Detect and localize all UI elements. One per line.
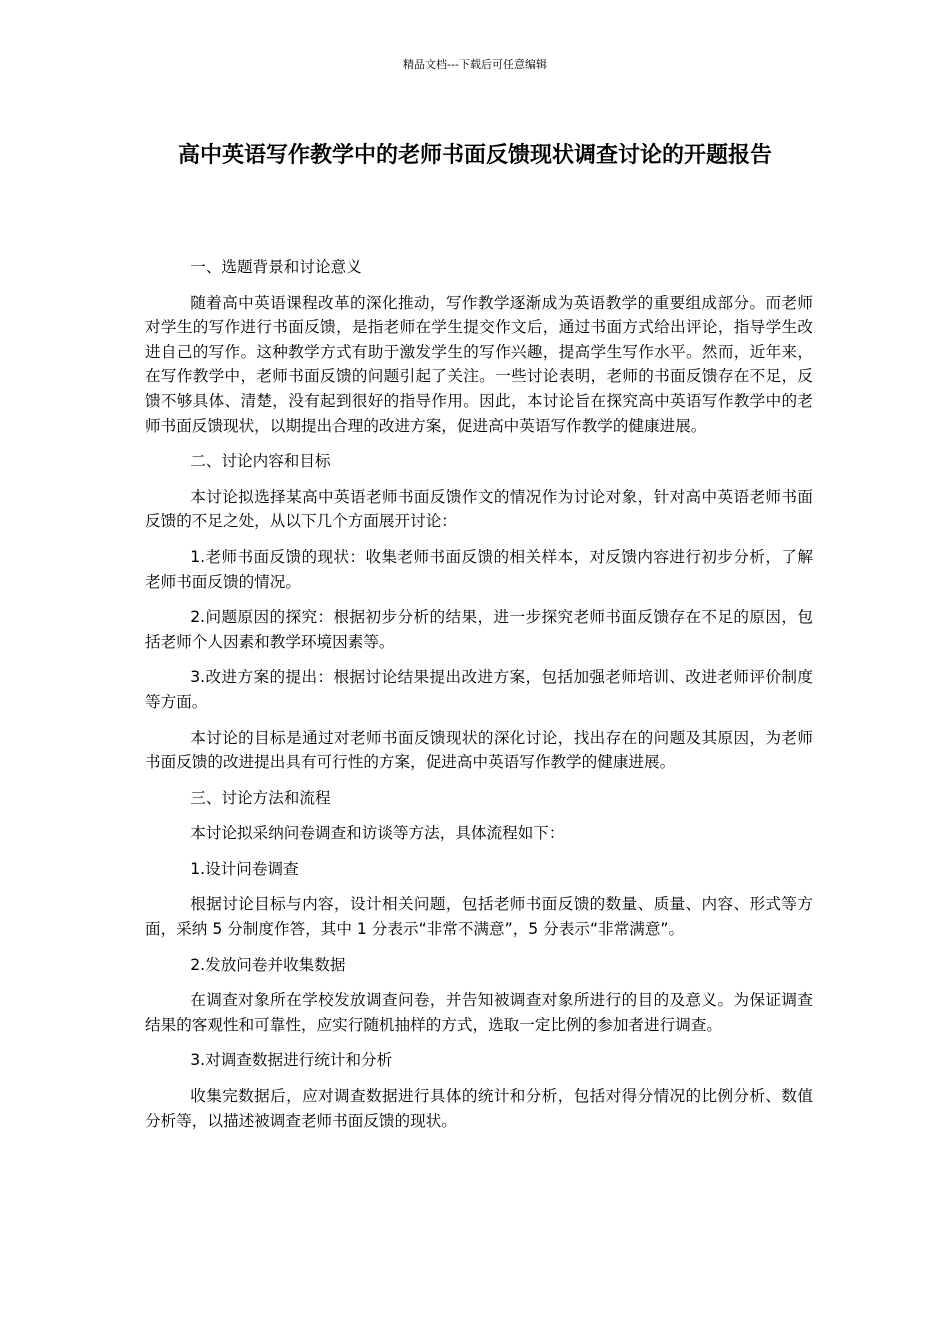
- page-header-note: 精品文档---下载后可任意编辑: [403, 58, 547, 71]
- step-heading: 3.对调查数据进行统计和分析: [190, 1051, 393, 1070]
- body-paragraph: 本讨论的目标是通过对老师书面反馈现状的深化讨论，找出存在的问题及其原因，为老师书面反馈的改进提出具有可行性的方案，促进高中英语写作教学的健康进展。: [145, 728, 813, 772]
- section-heading: 二、讨论内容和目标: [190, 452, 331, 471]
- body-paragraph: 根据讨论目标与内容，设计相关问题，包括老师书面反馈的数量、质量、内容、形式等方面，采纳 5 分制度作答，其中 1 分表示“非常不满意”，5 分表示“非常满意”。: [145, 895, 813, 939]
- section-heading: 一、选题背景和讨论意义: [190, 258, 362, 276]
- step-heading: 1.设计问卷调查: [190, 859, 299, 878]
- body-paragraph: 收集完数据后，应对调查数据进行具体的统计和分析，包括对得分情况的比例分析、数值分析等，以描述被调查老师书面反馈的现状。: [145, 1087, 813, 1130]
- list-item: 2.问题原因的探究：根据初步分析的结果，进一步探究老师书面反馈存在不足的原因，包括老师个人因素和教学环境因素等。: [145, 608, 813, 651]
- list-item: 1.老师书面反馈的现状：收集老师书面反馈的相关样本，对反馈内容进行初步分析，了解老师书面反馈的情况。: [145, 547, 813, 591]
- list-item: 3.改进方案的提出：根据讨论结果提出改进方案，包括加强老师培训、改进老师评价制度等方面。: [145, 668, 813, 711]
- step-heading: 2.发放问卷并收集数据: [190, 955, 346, 974]
- document-body: [145, 255, 813, 1144]
- body-paragraph: 在调查对象所在学校发放调查问卷，并告知被调查对象所进行的目的及意义。为保证调查结果的客观性和可靠性，应实行随机抽样的方式，选取一定比例的参加者进行调查。: [145, 991, 813, 1034]
- body-paragraph: 随着高中英语课程改革的深化推动，写作教学逐渐成为英语教学的重要组成部分。而老师对学生的写作进行书面反馈，是指老师在学生提交作文后，通过书面方式给出评论，指导学生改进自己的写作。这种教学方式有助于激发学生的写作兴趣，提高学生写作水平。然而，近年来，在写作教学中，老师书面反馈的问题引起了关注。一些讨论表明，老师的书面反馈存在不足，反馈不够具体、清楚，没有起到很好的指导作用。因此，本讨论旨在探究高中英语写作教学中的老师书面反馈现状，以期提出合理的改进方案，促进高中英语写作教学的健康进展。: [145, 293, 813, 435]
- document-title: 高中英语写作教学中的老师书面反馈现状调查讨论的开题报告: [177, 143, 772, 168]
- section-heading: 三、讨论方法和流程: [190, 788, 331, 807]
- body-paragraph: 本讨论拟选择某高中英语老师书面反馈作文的情况作为讨论对象，针对高中英语老师书面反馈的不足之处，从以下几个方面展开讨论：: [145, 487, 813, 531]
- body-paragraph: 本讨论拟采纳问卷调查和访谈等方法，具体流程如下：: [190, 824, 565, 843]
